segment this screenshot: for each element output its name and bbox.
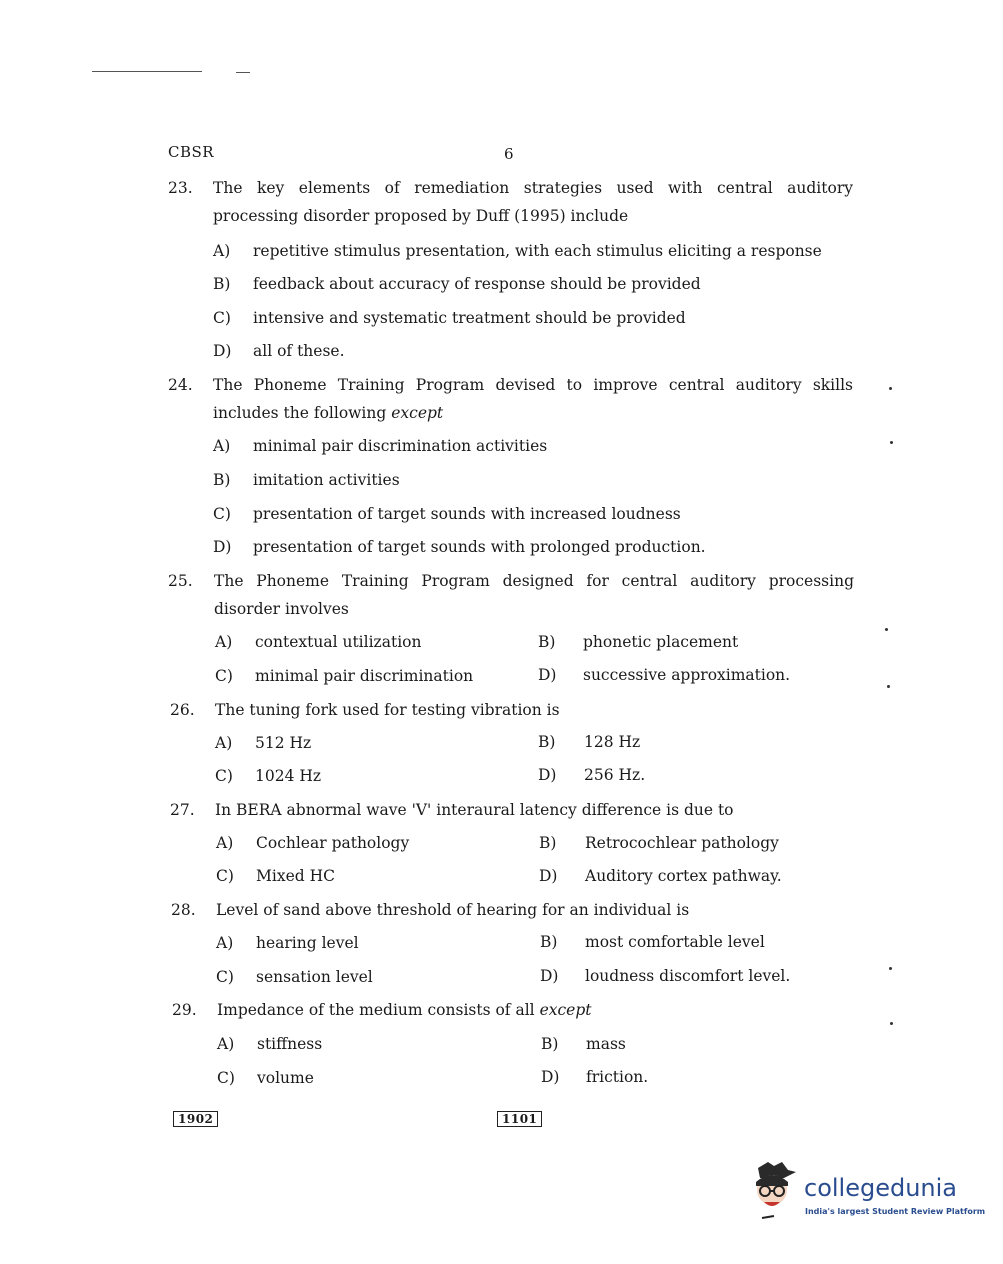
question-number: 23.: [168, 179, 193, 197]
question-text: The tuning fork used for testing vibration is: [215, 701, 560, 719]
mascot-icon: [744, 1160, 800, 1222]
logo-wordmark: collegedunia: [804, 1174, 958, 1202]
option-a: A) hearing level: [216, 934, 359, 952]
option-b: B) Retrocochlear pathology: [539, 834, 779, 852]
page-number: 6: [504, 145, 514, 163]
header-rule-short: [236, 72, 250, 73]
option-d: D) loudness discomfort level.: [540, 967, 791, 985]
collegedunia-logo: [744, 1160, 986, 1220]
option-c: C) intensive and systematic treatment should be provided: [213, 309, 686, 327]
question-number: 28.: [171, 901, 196, 919]
question-text: Impedance of the medium consists of all except: [217, 1001, 592, 1019]
question-text: In BERA abnormal wave 'V' interaural latency difference is due to: [215, 801, 734, 819]
scan-speck: [889, 387, 892, 390]
option-a: A) 512 Hz: [215, 734, 312, 752]
footer-code-left: 1902: [173, 1111, 218, 1127]
question-number: 26.: [170, 701, 195, 719]
question-number: 24.: [168, 376, 193, 394]
option-b: B) 128 Hz: [538, 733, 641, 751]
question-number: 27.: [170, 801, 195, 819]
option-d: D) presentation of target sounds with prolonged production.: [213, 538, 706, 556]
scan-speck: [889, 967, 892, 970]
scan-speck: [890, 1022, 893, 1025]
question-text: The Phoneme Training Program designed for central auditory processing disorder involves: [214, 572, 854, 618]
option-c: C) sensation level: [216, 968, 373, 986]
option-d: D) Auditory cortex pathway.: [539, 867, 782, 885]
scan-speck: [885, 628, 888, 631]
option-b: B) feedback about accuracy of response should be provided: [213, 275, 701, 293]
option-a: A) contextual utilization: [215, 633, 422, 651]
option-a: A) Cochlear pathology: [216, 834, 410, 852]
footer-code-center: 1101: [497, 1111, 542, 1127]
option-c: C) volume: [217, 1069, 314, 1087]
option-a: A) stiffness: [217, 1035, 323, 1053]
scan-speck: [887, 685, 890, 688]
option-b: B) most comfortable level: [540, 933, 765, 951]
option-c: C) presentation of target sounds with increased loudness: [213, 505, 681, 523]
option-d: D) 256 Hz.: [538, 766, 646, 784]
option-c: C) Mixed HC: [216, 867, 335, 885]
option-a: A) repetitive stimulus presentation, with each stimulus eliciting a response: [213, 242, 822, 260]
option-c: C) minimal pair discrimination: [215, 667, 474, 685]
question-text: The key elements of remediation strategies used with central auditory processing disorder proposed by Duff (1995) include: [213, 179, 853, 225]
option-c: C) 1024 Hz: [215, 767, 322, 785]
option-b: B) phonetic placement: [538, 633, 739, 651]
option-d: D) all of these.: [213, 342, 345, 360]
option-d: D) successive approximation.: [538, 666, 791, 684]
question-text: The Phoneme Training Program devised to improve central auditory skills includes the following except: [213, 376, 853, 422]
option-b: B) imitation activities: [213, 471, 400, 489]
header-rule: [92, 71, 202, 72]
option-b: B) mass: [541, 1035, 626, 1053]
logo-tagline: India's largest Student Review Platform: [805, 1207, 986, 1216]
exam-code: CBSR: [168, 143, 215, 161]
scan-speck: [890, 441, 893, 444]
question-number: 29.: [172, 1001, 197, 1019]
question-text: Level of sand above threshold of hearing for an individual is: [216, 901, 690, 919]
option-a: A) minimal pair discrimination activities: [213, 437, 548, 455]
question-number: 25.: [168, 572, 193, 590]
option-d: D) friction.: [541, 1068, 649, 1086]
